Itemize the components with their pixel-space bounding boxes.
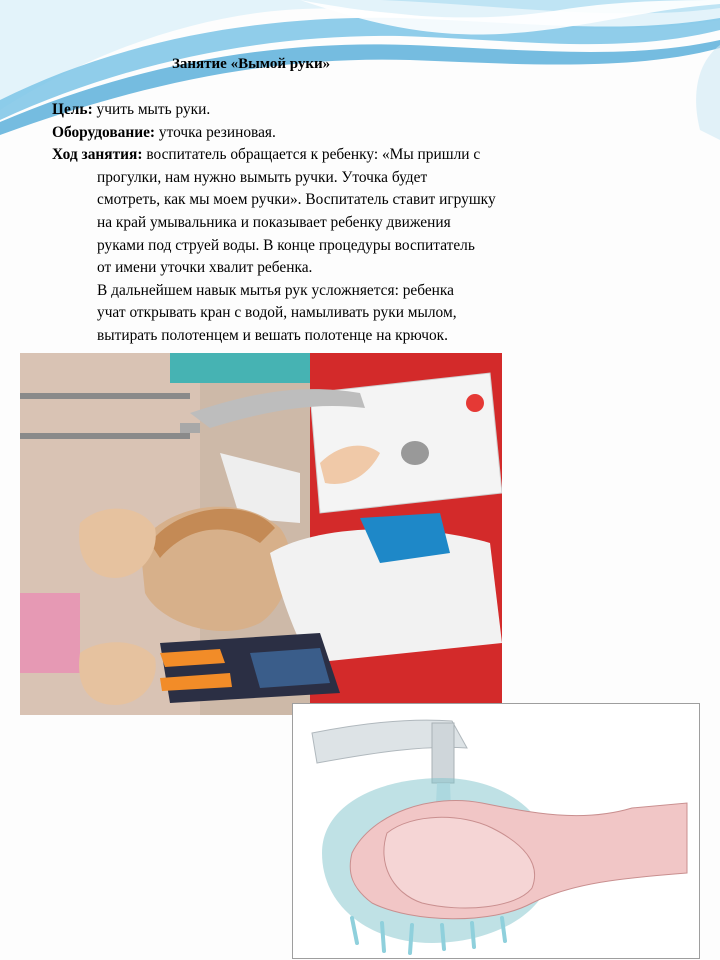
equipment-line bbox=[52, 122, 592, 145]
process-text-line: на край умывальника и показывает ребенку движения bbox=[97, 213, 451, 231]
process-line bbox=[52, 144, 592, 167]
goal-label: Цель: bbox=[52, 101, 93, 118]
process-text-line: от имени уточки хвалит ребенка. bbox=[97, 259, 313, 277]
document-title: Занятие «Вымой руки» bbox=[172, 56, 331, 72]
goal-line bbox=[52, 99, 592, 122]
lesson-text bbox=[52, 99, 592, 348]
process-text-line: смотреть, как мы моем ручки». Воспитатель ставит игрушку bbox=[97, 191, 496, 209]
process-text-line: руками под струей воды. В конце процедуры воспитатель bbox=[97, 236, 475, 254]
process-text-line: В дальнейшем навык мытья рук усложняется: ребенка bbox=[97, 281, 454, 299]
process-text-line: учат открывать кран с водой, намыливать руки мылом, bbox=[97, 304, 457, 322]
goal-text: учить мыть руки. bbox=[92, 101, 211, 118]
process-text-line: прогулки, нам нужно вымыть ручки. Уточка будет bbox=[97, 168, 428, 186]
equipment-text: уточка резиновая. bbox=[155, 123, 276, 141]
children-washing-hands-photo bbox=[20, 353, 502, 715]
process-text-line: воспитатель обращается к ребенку: «Мы пришли с bbox=[142, 146, 481, 164]
process-text-line: вытирать полотенцем и вешать полотенце на крючок. bbox=[97, 326, 448, 344]
process-label: Ход занятия: bbox=[52, 146, 143, 164]
hands-under-tap-drawing bbox=[292, 703, 700, 959]
equipment-label: Оборудование: bbox=[52, 123, 156, 141]
